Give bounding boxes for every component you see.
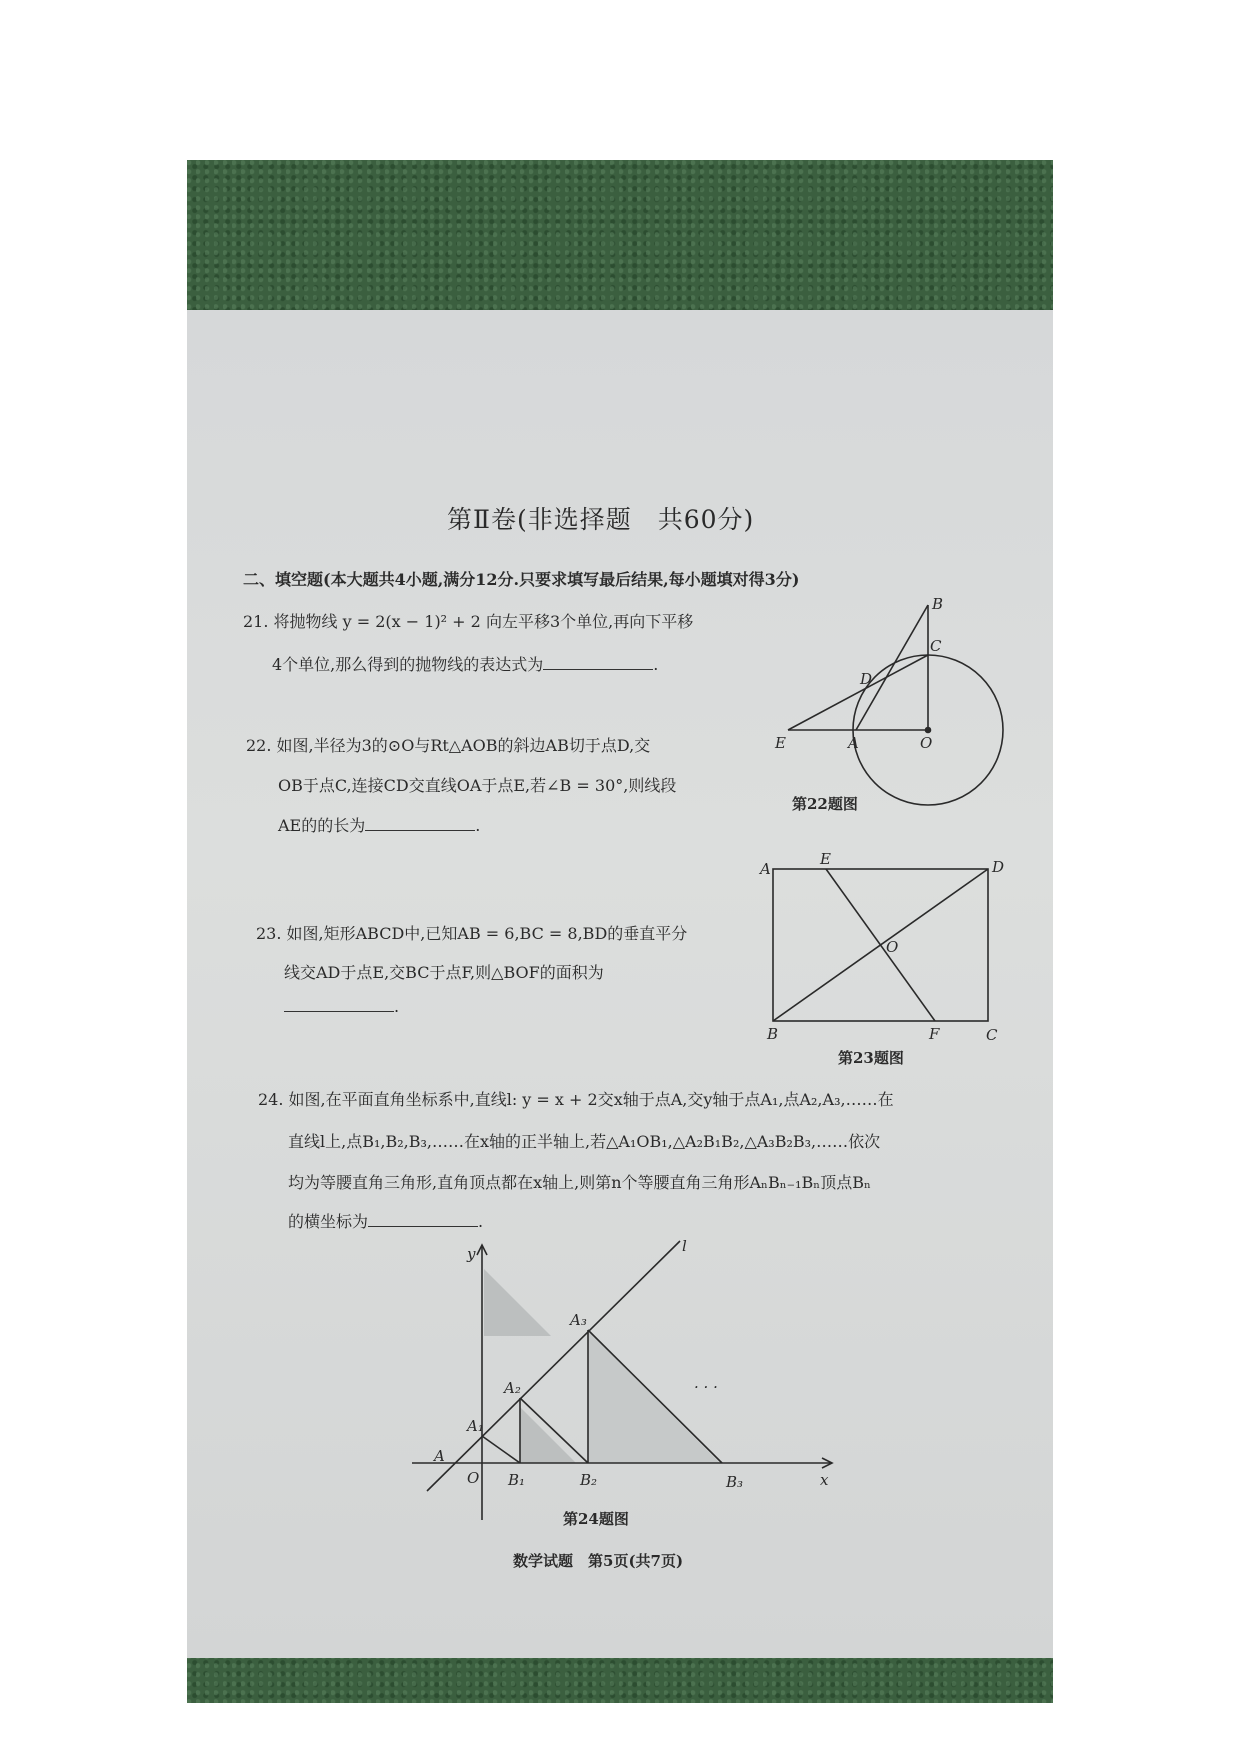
q24-figure: [412, 1235, 852, 1525]
q22-caption: 第22题图: [792, 795, 858, 813]
q23-figure: [760, 850, 1020, 1044]
q23-line1: 23. 如图,矩形ABCD中,已知AB = 6,BC = 8,BD的垂直平分: [256, 924, 688, 943]
q23-answer-blank: [284, 995, 394, 1012]
q24-label-a: A: [434, 1447, 445, 1465]
q24-label-a1: A₁: [467, 1417, 484, 1435]
section-heading: 二、填空题(本大题共4小题,满分12分.只要求填写最后结果,每小题填对得3分): [243, 570, 800, 589]
q24-label-a3: A₃: [570, 1311, 587, 1329]
q24-shaded-triangle-1: [484, 1269, 551, 1336]
q22-label-e: E: [775, 734, 786, 752]
q21-line2: 4个单位,那么得到的抛物线的表达式为 .: [272, 655, 659, 674]
q24-line2: 直线l上,点B₁,B₂,B₃,……在x轴的正半轴上,若△A₁OB₁,△A₂B₁B₂,△A₃B₂B₃,……依次: [288, 1132, 881, 1151]
q22-label-a: A: [848, 734, 859, 752]
q24-line1: 24. 如图,在平面直角坐标系中,直线l: y = x + 2交x轴于点A,交y轴于点A₁,点A₂,A₃,……在: [258, 1090, 894, 1109]
q24-shaded-triangle-2: [520, 1407, 576, 1463]
q23-caption: 第23题图: [838, 1049, 904, 1067]
q24-label-b2: B₂: [580, 1471, 598, 1489]
q24-label-l: l: [682, 1237, 687, 1255]
q24-label-x: x: [820, 1471, 829, 1489]
q24-text: 的横坐标为: [288, 1212, 369, 1231]
q23-label-a: A: [760, 860, 771, 878]
q22-label-c: C: [930, 637, 942, 655]
q24-label-b3: B₃: [726, 1473, 744, 1491]
q23-label-e: E: [820, 850, 831, 868]
q22-line3: AE的的长为 .: [278, 816, 481, 835]
q24-label-b1: B₁: [508, 1471, 526, 1489]
page-footer: 数学试题 第5页(共7页): [513, 1552, 684, 1570]
q24-caption: 第24题图: [563, 1510, 629, 1528]
q21-answer-blank: [543, 653, 653, 670]
q22-line-ec: [788, 655, 928, 730]
q22-label-o: O: [920, 734, 933, 752]
q23-label-c: C: [986, 1026, 998, 1044]
q24-label-a2: A₂: [504, 1379, 521, 1397]
q23-label-b: B: [767, 1025, 779, 1043]
q24-answer-blank: [368, 1210, 478, 1227]
q23-label-d: D: [992, 858, 1005, 876]
q21-line1: 21. 将抛物线 y = 2(x − 1)² + 2 向左平移3个单位,再向下平移: [243, 612, 694, 631]
q22-label-d: D: [860, 670, 873, 688]
q22-figure: [770, 595, 1020, 805]
q22-point-o: [926, 728, 931, 733]
q22-line-ab: [856, 605, 928, 730]
q24-a1-b1: [482, 1436, 520, 1463]
q22-line1: 22. 如图,半径为3的⊙O与Rt△AOB的斜边AB切于点D,交: [246, 736, 651, 755]
q22-text: AE的的长为: [278, 816, 366, 835]
q23-label-o: O: [886, 938, 899, 956]
q24-shaded-triangle-3: [588, 1331, 720, 1463]
q23-blank-line: .: [284, 995, 399, 1016]
q23-line-ef: [826, 869, 935, 1021]
q22-label-b: B: [932, 595, 944, 613]
q23-label-f: F: [929, 1025, 940, 1043]
q24-label-o: O: [467, 1469, 480, 1487]
q22-line2: OB于点C,连接CD交直线OA于点E,若∠B = 30°,则线段: [278, 776, 677, 795]
q24-line4: 的横坐标为 .: [288, 1212, 484, 1231]
q24-ellipsis: · · ·: [694, 1378, 718, 1396]
q23-line2: 线交AD于点E,交BC于点F,则△BOF的面积为: [284, 963, 604, 982]
q24-label-y: y: [467, 1245, 476, 1263]
section-title: 第Ⅱ卷(非选择题 共60分): [447, 505, 755, 534]
q21-text: 4个单位,那么得到的抛物线的表达式为: [272, 655, 544, 674]
q24-line3: 均为等腰直角三角形,直角顶点都在x轴上,则第n个等腰直角三角形AₙBₙ₋₁Bₙ顶点Bₙ: [288, 1173, 871, 1192]
q22-answer-blank: [365, 814, 475, 831]
